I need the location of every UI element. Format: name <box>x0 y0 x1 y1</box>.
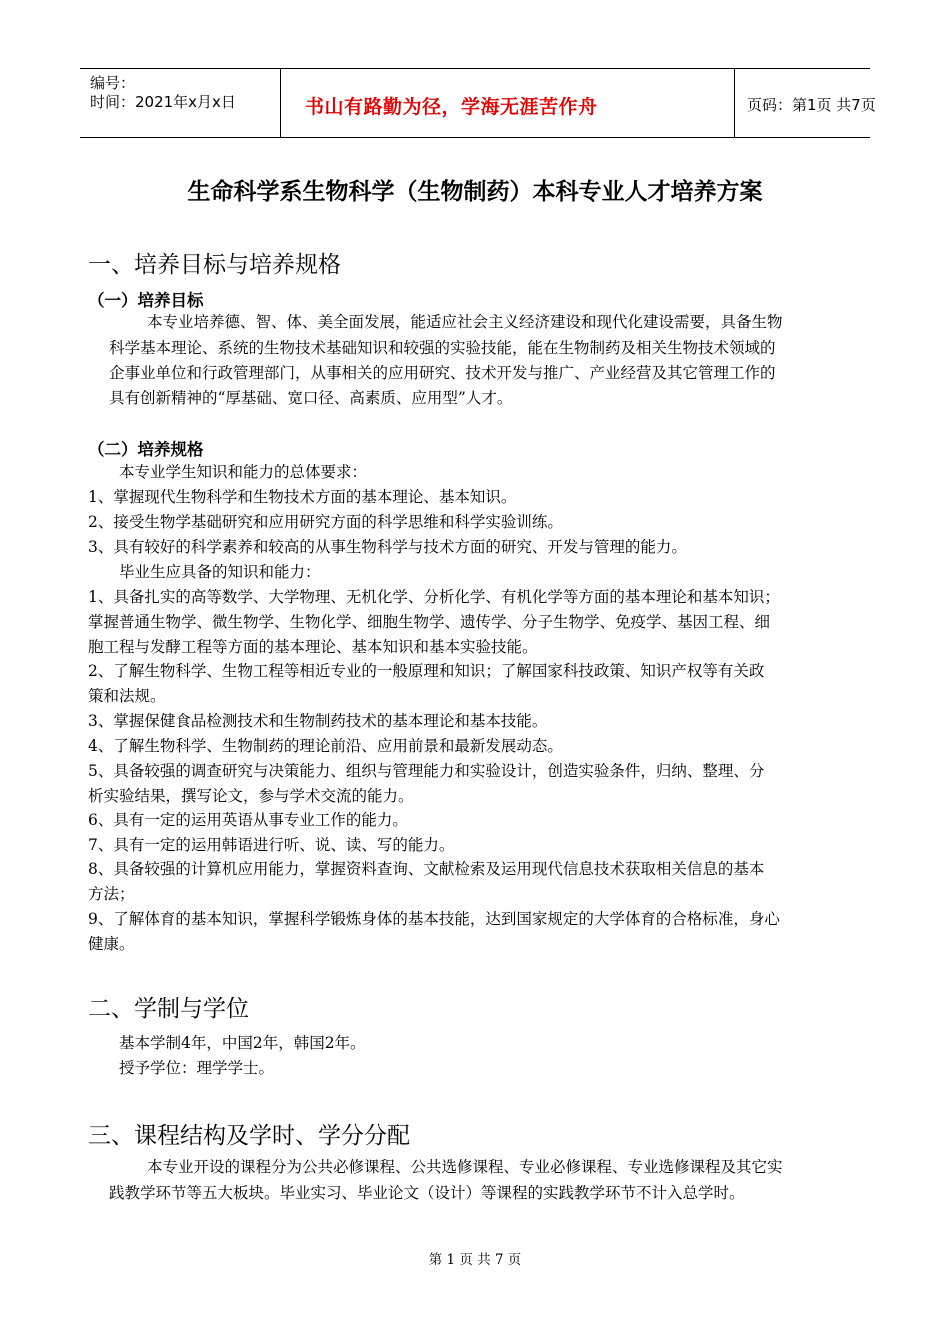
time-label: 时间：2021年x月x日 <box>90 93 236 111</box>
spec-line: 策和法规。 <box>88 687 166 705</box>
section3-heading: 三、课程结构及学时、学分分配 <box>88 1123 410 1149</box>
spec-line: 方法； <box>88 885 135 903</box>
subsection1-heading: （一）培养目标 <box>88 291 204 310</box>
degree-line: 基本学制4年，中国2年，韩国2年。 <box>119 1034 366 1052</box>
spec-line: 健康。 <box>88 935 135 953</box>
spec-line: 毕业生应具备的知识和能力： <box>119 563 321 581</box>
document-title: 生命科学系生物科学（生物制药）本科专业人才培养方案 <box>187 179 763 205</box>
page-header <box>80 68 876 138</box>
section1-heading: 一、培养目标与培养规格 <box>88 252 341 278</box>
spec-line: 8、具备较强的计算机应用能力，掌握资料查询、文献检索及运用现代信息技术获取相关信息的基本 <box>88 860 765 878</box>
degree-line: 授予学位：理学学士。 <box>119 1059 275 1077</box>
spec-line: 2、了解生物科学、生物工程等相近专业的一般原理和知识；了解国家科技政策、知识产权等有关政 <box>88 662 765 680</box>
spec-line: 3、具有较好的科学素养和较高的从事生物科学与技术方面的研究、开发与管理的能力。 <box>88 538 687 556</box>
goal-line: 具有创新精神的“厚基础、宽口径、高素质、应用型”人才。 <box>109 389 513 407</box>
goal-line: 科学基本理论、系统的生物技术基础知识和较强的实验技能，能在生物制药及相关生物技术领域的 <box>109 339 776 357</box>
course-line: 本专业开设的课程分为公共必修课程、公共选修课程、专业必修课程、专业选修课程及其它实 <box>147 1158 783 1176</box>
course-line: 践教学环节等五大板块。毕业实习、毕业论文（设计）等课程的实践教学环节不计入总学时。 <box>109 1184 745 1202</box>
page-footer: 第 1 页 共 7 页 <box>428 1252 522 1268</box>
goal-line: 本专业培养德、智、体、美全面发展，能适应社会主义经济建设和现代化建设需要，具备生物 <box>147 313 783 331</box>
spec-line: 6、具有一定的运用英语从事专业工作的能力。 <box>88 811 408 829</box>
spec-line: 9、了解体育的基本知识，掌握科学锻炼身体的基本技能，达到国家规定的大学体育的合格标准，身心 <box>88 910 780 928</box>
header-motto-cell <box>280 69 735 137</box>
spec-line: 2、接受生物学基础研究和应用研究方面的科学思维和科学实验训练。 <box>88 513 563 531</box>
spec-line: 析实验结果，撰写论文，参与学术交流的能力。 <box>88 787 414 805</box>
spec-line: 1、掌握现代生物科学和生物技术方面的基本理论、基本知识。 <box>88 488 517 506</box>
subsection2-heading: （二）培养规格 <box>88 440 204 459</box>
spec-line: 掌握普通生物学、微生物学、生物化学、细胞生物学、遗传学、分子生物学、免疫学、基因工程、细 <box>88 613 771 631</box>
section2-heading: 二、学制与学位 <box>88 996 249 1022</box>
spec-line: 胞工程与发酵工程等方面的基本理论、基本知识和基本实验技能。 <box>88 638 538 656</box>
header-right-cell <box>735 69 876 137</box>
spec-line: 3、掌握保健食品检测技术和生物制药技术的基本理论和基本技能。 <box>88 712 548 730</box>
page-code: 页码：第1页 共7页 <box>747 96 876 114</box>
spec-line: 4、了解生物科学、生物制药的理论前沿、应用前景和最新发展动态。 <box>88 737 563 755</box>
spec-line: 1、具备扎实的高等数学、大学物理、无机化学、分析化学、有机化学等方面的基本理论和基本知识； <box>88 588 780 606</box>
spec-line: 本专业学生知识和能力的总体要求： <box>119 463 368 481</box>
spec-line: 7、具有一定的运用韩语进行听、说、读、写的能力。 <box>88 836 455 854</box>
number-label: 编号： <box>90 74 136 92</box>
spec-line: 5、具备较强的调查研究与决策能力、组织与管理能力和实验设计，创造实验条件，归纳、整理、分 <box>88 762 765 780</box>
goal-line: 企事业单位和行政管理部门，从事相关的应用研究、技术开发与推广、产业经营及其它管理工作的 <box>109 364 776 382</box>
motto: 书山有路勤为径，学海无涯苦作舟 <box>305 96 598 118</box>
header-left-cell <box>80 69 280 137</box>
